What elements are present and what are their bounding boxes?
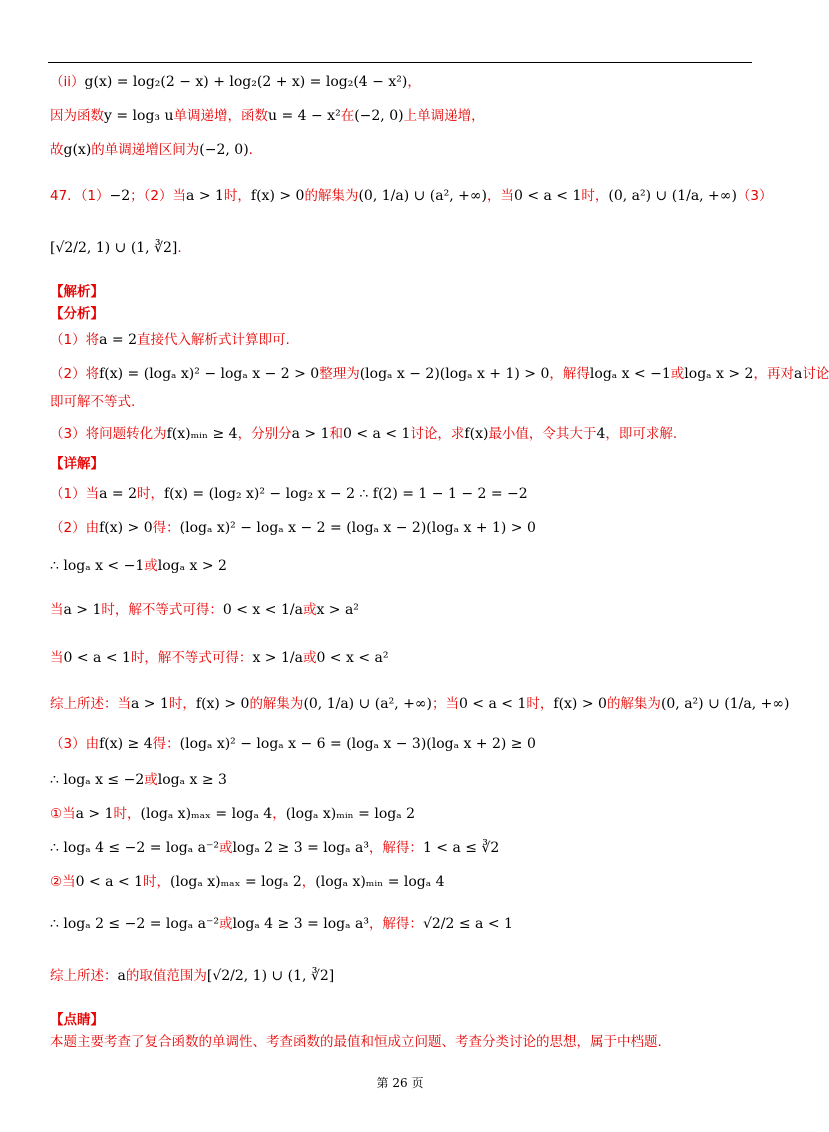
math-expression: (0, a²) ∪ (1/a, +∞) — [608, 188, 737, 204]
text-line — [50, 1032, 756, 1052]
math-expression: 1 < a ≤ ∛2 — [422, 840, 500, 856]
math-expression: (logₐ x)ₘₐₓ = logₐ 2 — [170, 874, 302, 890]
text-line — [50, 770, 756, 790]
text-line — [50, 72, 756, 92]
red-text: （3） — [736, 188, 773, 204]
red-text: 或 — [218, 916, 233, 932]
math-expression: y = log₃ u — [104, 108, 174, 124]
math-expression: ∴ logₐ 2 ≤ −2 = logₐ a⁻² — [50, 916, 219, 932]
text-line — [50, 282, 756, 302]
red-text: . — [177, 240, 182, 256]
text-line — [50, 600, 756, 620]
text-line — [50, 304, 756, 324]
math-expression: 0 < a < 1 — [63, 650, 131, 666]
red-text: 在 — [340, 108, 355, 124]
math-expression: ∴ logₐ x ≤ −2 — [50, 772, 145, 788]
red-text: （1）当 — [50, 486, 100, 502]
red-text: ，解得： — [368, 916, 423, 932]
text-line — [50, 140, 756, 160]
math-expression: a = 2 — [99, 332, 137, 348]
math-expression: 0 < a < 1 — [513, 188, 582, 204]
red-text: 综上所述：当 — [50, 696, 131, 712]
red-text: （2）由 — [50, 520, 100, 536]
red-text: 的单调递增区间为 — [91, 142, 200, 158]
math-expression: (logₐ x − 2)(logₐ x + 1) > 0 — [359, 366, 550, 382]
red-text: ，解得 — [549, 366, 590, 382]
red-text: （ii） — [50, 74, 85, 90]
red-text: 时， — [526, 696, 554, 712]
math-expression: a — [793, 366, 803, 382]
red-text: 最小值，令其大于 — [488, 426, 597, 442]
red-text: 时，解不等式可得： — [101, 602, 223, 618]
text-line — [50, 454, 756, 474]
red-text: （1）将 — [50, 332, 100, 348]
text-line — [50, 966, 756, 986]
text-line — [50, 838, 756, 858]
text-line — [50, 556, 756, 576]
red-text: 得： — [152, 520, 180, 536]
math-expression: logₐ x ≥ 3 — [157, 772, 227, 788]
red-text: ，解得： — [368, 840, 423, 856]
red-text: 47．（1） — [50, 188, 110, 204]
red-text: 因为函数 — [50, 108, 104, 124]
math-expression: a > 1 — [63, 602, 102, 618]
math-expression: (0, 1/a) ∪ (a², +∞) — [303, 696, 432, 712]
math-expression: g(x) — [63, 142, 92, 158]
text-line — [50, 694, 790, 714]
red-text: ， — [407, 74, 421, 90]
section-heading: 【详解】 — [50, 456, 104, 472]
section-heading: 【分析】 — [50, 306, 104, 322]
math-expression: (logₐ x)² − logₐ x − 6 = (logₐ x − 3)(logₐ x + 2) ≥ 0 — [179, 736, 536, 752]
math-expression: (logₐ x)² − logₐ x − 2 = (logₐ x − 2)(logₐ x + 1) > 0 — [179, 520, 536, 536]
red-text: . — [248, 142, 253, 158]
red-text: ；（2）当 — [130, 188, 187, 204]
red-text: 单调递增，函数 — [173, 108, 268, 124]
red-text: 讨论，求 — [410, 426, 465, 442]
math-expression: f(x) > 0 — [195, 696, 250, 712]
red-text: ；当 — [431, 696, 459, 712]
page-footer: 第 26 页 — [376, 1076, 424, 1090]
math-expression: (logₐ x)ₘᵢₙ = logₐ 2 — [285, 806, 415, 822]
red-text: 的解集为 — [249, 696, 304, 712]
red-text: 整理为 — [319, 366, 360, 382]
math-expression: logₐ x > 2 — [157, 558, 227, 574]
math-expression: f(x)ₘᵢₙ ≥ 4 — [166, 426, 238, 442]
math-expression: ∴ logₐ x < −1 — [50, 558, 145, 574]
text-line — [50, 914, 756, 934]
math-expression: [√2/2, 1) ∪ (1, ∛2] — [50, 240, 178, 256]
text-line — [50, 392, 756, 412]
red-text: 或 — [144, 772, 158, 788]
text-line — [50, 518, 756, 538]
math-expression: (0, a²) ∪ (1/a, +∞) — [660, 696, 790, 712]
math-expression: −2 — [109, 188, 131, 204]
math-expression: x > 1/a — [252, 650, 303, 666]
math-expression: u = 4 − x² — [268, 108, 341, 124]
math-expression: f(x) > 0 — [553, 696, 607, 712]
text-line — [50, 648, 756, 668]
red-text: 或 — [218, 840, 233, 856]
text-line — [50, 484, 756, 504]
math-expression: logₐ 4 ≥ 3 = logₐ a³ — [232, 916, 369, 932]
math-expression: 0 < a < 1 — [342, 426, 411, 442]
math-expression: 4 — [596, 426, 606, 442]
text-line — [50, 186, 773, 206]
text-line — [50, 424, 756, 444]
math-expression: 0 < a < 1 — [75, 874, 144, 890]
section-heading: 【点睛】 — [50, 1012, 104, 1028]
red-text: 或 — [144, 558, 158, 574]
red-text: 的取值范围为 — [125, 968, 207, 984]
red-text: 时， — [223, 188, 251, 204]
math-expression: f(x) > 0 — [250, 188, 305, 204]
text-line — [50, 364, 829, 384]
math-expression: 0 < x < a² — [316, 650, 389, 666]
section-heading: 【解析】 — [50, 284, 104, 300]
math-expression: logₐ x < −1 — [589, 366, 671, 382]
math-expression: 0 < x < 1/a — [222, 602, 303, 618]
red-text: （3）由 — [50, 736, 100, 752]
math-expression: a > 1 — [131, 696, 169, 712]
red-text: 得： — [152, 736, 180, 752]
math-expression: f(x) — [464, 426, 489, 442]
red-text: ，分别分 — [237, 426, 292, 442]
red-text: 和 — [329, 426, 343, 442]
red-text: 时，解不等式可得： — [130, 650, 253, 666]
math-expression: ∴ logₐ 4 ≤ −2 = logₐ a⁻² — [50, 840, 219, 856]
red-text: ，当 — [486, 188, 514, 204]
red-text: 上单调递增， — [403, 108, 485, 124]
math-expression: f(x) ≥ 4 — [99, 736, 153, 752]
math-expression: (−2, 0) — [199, 142, 249, 158]
red-text: ， — [272, 806, 286, 822]
red-text: 时， — [136, 486, 164, 502]
red-text: 或 — [302, 602, 317, 618]
math-expression: √2/2 ≤ a < 1 — [422, 916, 513, 932]
red-text: 即可解不等式. — [50, 394, 136, 410]
math-expression: f(x) = (logₐ x)² − logₐ x − 2 > 0 — [99, 366, 320, 382]
red-text: 故 — [50, 142, 64, 158]
math-expression: logₐ 2 ≥ 3 = logₐ a³ — [232, 840, 369, 856]
math-expression: (0, 1/a) ∪ (a², +∞) — [358, 188, 487, 204]
text-line — [50, 872, 756, 892]
math-expression: logₐ x > 2 — [684, 366, 754, 382]
red-text: （3）将问题转化为 — [50, 426, 167, 442]
red-text: 时， — [168, 696, 196, 712]
math-expression: x > a² — [316, 602, 359, 618]
text-line — [50, 804, 756, 824]
text-line — [50, 734, 756, 754]
red-text: （2）将 — [50, 366, 100, 382]
red-text: 当 — [50, 650, 64, 666]
red-text: ，再对 — [753, 366, 794, 382]
red-text: 或 — [670, 366, 685, 382]
text-line — [50, 106, 756, 126]
header-rule — [48, 62, 752, 63]
math-expression: (−2, 0) — [354, 108, 404, 124]
red-text: 的解集为 — [606, 696, 661, 712]
math-expression: g(x) = log₂(2 − x) + log₂(2 + x) = log₂(4 − x²) — [84, 74, 408, 90]
math-expression: a > 1 — [291, 426, 330, 442]
red-text: 当 — [50, 602, 64, 618]
text-line — [50, 1010, 756, 1030]
math-expression: a — [117, 968, 126, 984]
red-text: ，即可求解. — [605, 426, 678, 442]
math-expression: a > 1 — [186, 188, 224, 204]
math-expression: f(x) = (log₂ x)² − log₂ x − 2 ∴ f(2) = 1 − 1 − 2 = −2 — [163, 486, 528, 502]
math-expression: f(x) > 0 — [99, 520, 153, 536]
math-expression: 0 < a < 1 — [458, 696, 527, 712]
red-text: 时， — [143, 874, 171, 890]
red-text: 讨论 — [802, 366, 829, 382]
text-line — [50, 238, 756, 258]
red-text: 时， — [581, 188, 609, 204]
red-text: 直接代入解析式计算即可. — [136, 332, 290, 348]
red-text: ②当 — [50, 874, 76, 890]
red-text: 的解集为 — [304, 188, 359, 204]
red-text: ， — [301, 874, 316, 890]
red-text: 或 — [302, 650, 317, 666]
math-expression: [√2/2, 1) ∪ (1, ∛2] — [206, 968, 335, 984]
math-expression: (logₐ x)ₘₐₓ = logₐ 4 — [140, 806, 273, 822]
red-text: 本题主要考查了复合函数的单调性、考查函数的最值和恒成立问题、考查分类讨论的思想，属于中档题. — [50, 1034, 662, 1050]
red-text: 综上所述： — [50, 968, 118, 984]
math-expression: a > 1 — [75, 806, 114, 822]
red-text: 时， — [113, 806, 141, 822]
math-expression: a = 2 — [99, 486, 137, 502]
red-text: ①当 — [50, 806, 76, 822]
text-line — [50, 330, 756, 350]
math-expression: (logₐ x)ₘᵢₙ = logₐ 4 — [315, 874, 445, 890]
